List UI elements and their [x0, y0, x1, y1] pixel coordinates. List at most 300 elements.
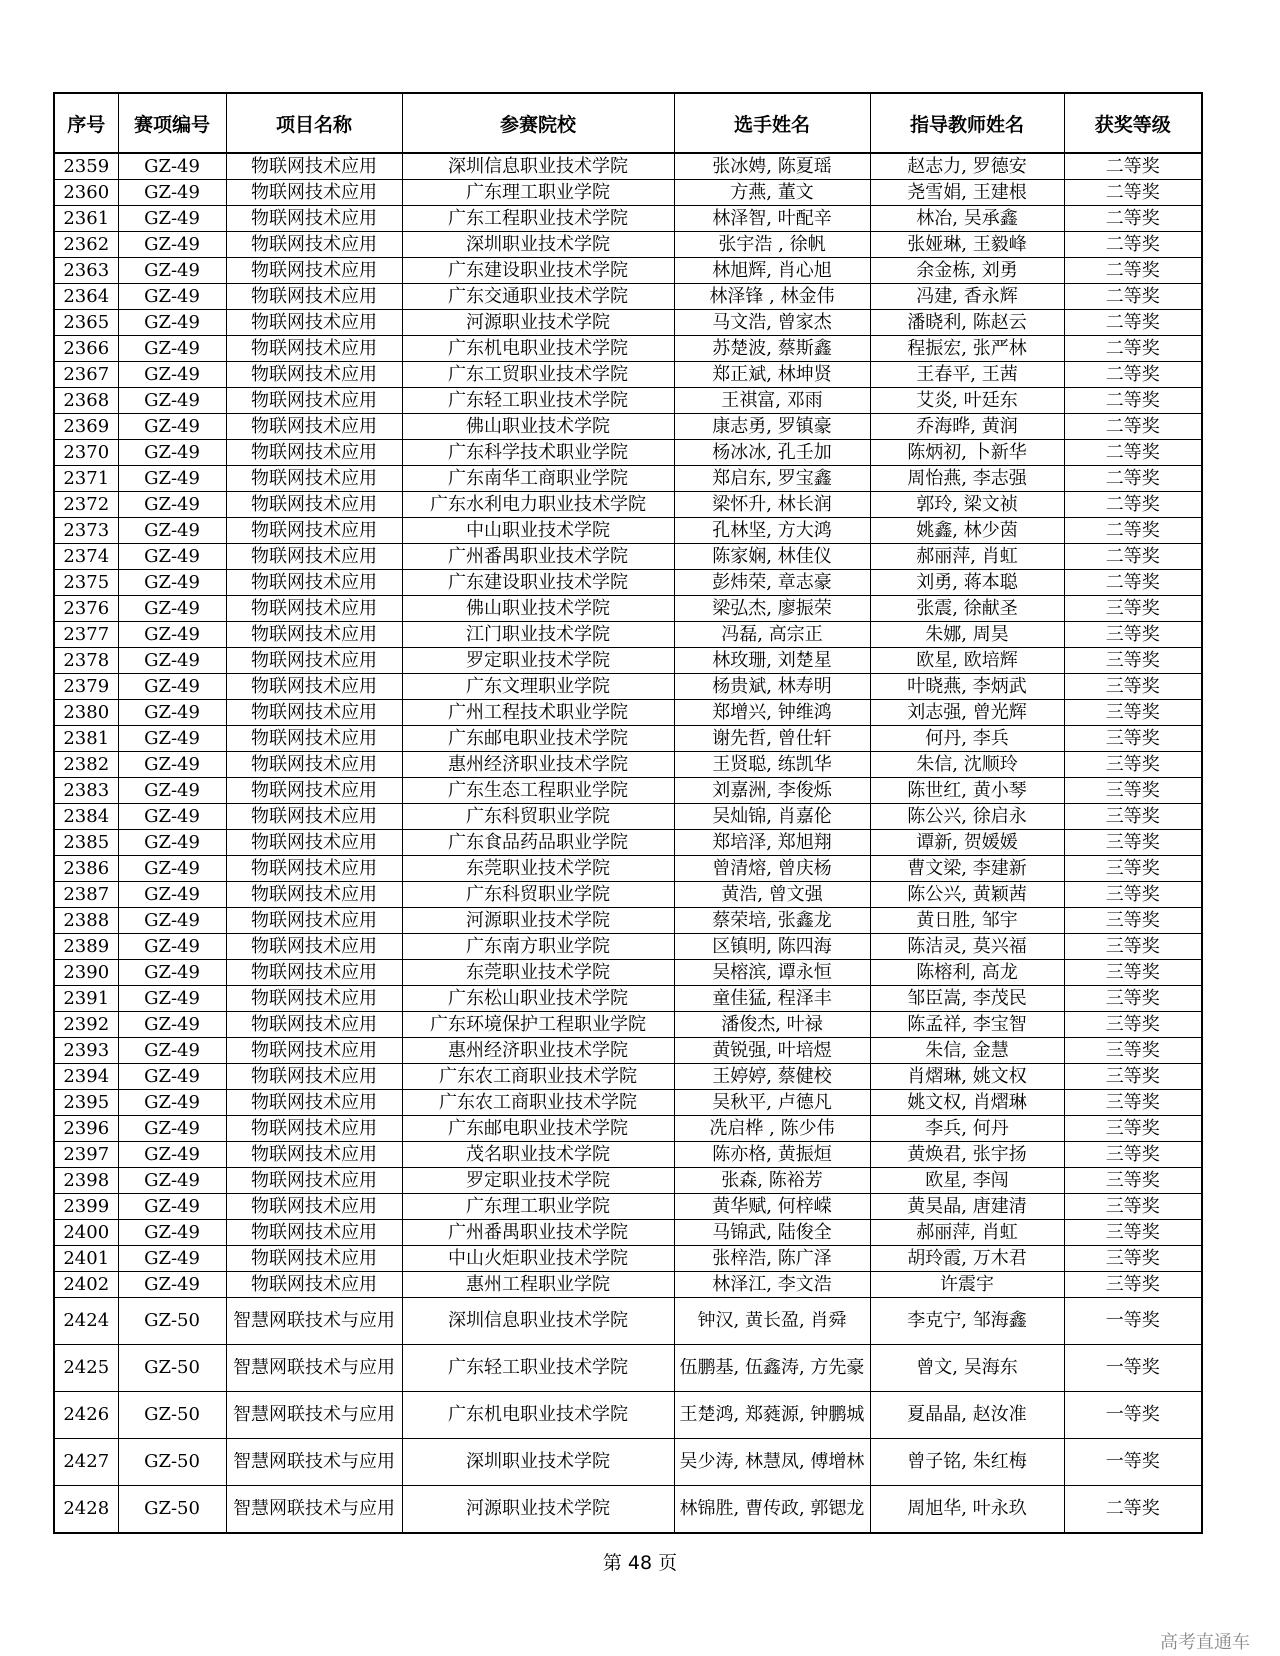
cell-award-level: 三等奖 [1064, 830, 1202, 856]
cell-teacher-names: 余金栋, 刘勇 [870, 258, 1064, 284]
cell-event-code: GZ-49 [118, 388, 226, 414]
cell-index: 2379 [54, 674, 118, 700]
cell-player-names: 区镇明, 陈四海 [674, 934, 870, 960]
cell-teacher-names: 李兵, 何丹 [870, 1116, 1064, 1142]
cell-event-code: GZ-49 [118, 570, 226, 596]
cell-award-level: 二等奖 [1064, 414, 1202, 440]
cell-school: 广东文理职业学院 [402, 674, 674, 700]
cell-school: 广东邮电职业技术学院 [402, 1116, 674, 1142]
table-row [54, 778, 1202, 804]
cell-award-level: 二等奖 [1064, 258, 1202, 284]
cell-project-name: 物联网技术应用 [226, 1194, 402, 1220]
cell-project-name: 物联网技术应用 [226, 908, 402, 934]
table-row [54, 1345, 1202, 1392]
cell-school: 广东南方职业学院 [402, 934, 674, 960]
table-row [54, 1298, 1202, 1345]
cell-index: 2363 [54, 258, 118, 284]
cell-player-names [674, 1298, 870, 1345]
cell-project-name: 物联网技术应用 [226, 570, 402, 596]
cell-school: 广东生态工程职业学院 [402, 778, 674, 804]
table-row [54, 882, 1202, 908]
cell-index: 2387 [54, 882, 118, 908]
cell-index: 2401 [54, 1246, 118, 1272]
table-row [54, 596, 1202, 622]
cell-award-level: 三等奖 [1064, 856, 1202, 882]
cell-event-code: GZ-49 [118, 1012, 226, 1038]
cell-project-name: 物联网技术应用 [226, 882, 402, 908]
table-row [54, 1038, 1202, 1064]
cell-teacher-names: 赵志力, 罗德安 [870, 153, 1064, 180]
cell-teacher-names: 郭玲, 梁文祯 [870, 492, 1064, 518]
table-row [54, 1194, 1202, 1220]
cell-school: 广东农工商职业技术学院 [402, 1090, 674, 1116]
cell-award-level: 三等奖 [1064, 1168, 1202, 1194]
cell-project-name: 物联网技术应用 [226, 986, 402, 1012]
table-row [54, 206, 1202, 232]
cell-event-code: GZ-50 [118, 1486, 226, 1534]
cell-award-level: 三等奖 [1064, 986, 1202, 1012]
cell-teacher-names: 刘志强, 曾光辉 [870, 700, 1064, 726]
cell-school: 广东食品药品职业学院 [402, 830, 674, 856]
cell-event-code: GZ-49 [118, 362, 226, 388]
cell-school: 广东轻工职业技术学院 [402, 388, 674, 414]
header-event-code: 赛项编号 [118, 93, 226, 153]
cell-event-code: GZ-49 [118, 674, 226, 700]
cell-award-level: 二等奖 [1064, 440, 1202, 466]
cell-teacher-names: 陈炳初, 卜新华 [870, 440, 1064, 466]
cell-award-level: 二等奖 [1064, 1486, 1202, 1534]
cell-project-name [226, 1486, 402, 1534]
cell-teacher-names: 冯建, 香永辉 [870, 284, 1064, 310]
cell-award-level: 三等奖 [1064, 934, 1202, 960]
cell-school: 广东松山职业技术学院 [402, 986, 674, 1012]
cell-player-names: 林泽智, 叶配辛 [674, 206, 870, 232]
cell-index: 2391 [54, 986, 118, 1012]
cell-player-names: 冯磊, 高宗正 [674, 622, 870, 648]
cell-teacher-names: 陈洁灵, 莫兴福 [870, 934, 1064, 960]
cell-award-level: 二等奖 [1064, 232, 1202, 258]
cell-teacher-names: 欧星, 李闯 [870, 1168, 1064, 1194]
cell-player-names [674, 1392, 870, 1439]
cell-index: 2378 [54, 648, 118, 674]
cell-school: 罗定职业技术学院 [402, 648, 674, 674]
cell-player-names: 郑培泽, 郑旭翔 [674, 830, 870, 856]
cell-school: 中山火炬职业技术学院 [402, 1246, 674, 1272]
cell-teacher-names: 郝丽萍, 肖虹 [870, 544, 1064, 570]
cell-index: 2397 [54, 1142, 118, 1168]
cell-teacher-names: 刘勇, 蒋本聪 [870, 570, 1064, 596]
cell-award-level: 三等奖 [1064, 960, 1202, 986]
cell-school: 广东工贸职业技术学院 [402, 362, 674, 388]
cell-player-names-text: 林锦胜, 曹传政, 郭锶龙 [679, 1499, 865, 1519]
cell-event-code: GZ-50 [118, 1298, 226, 1345]
table-row [54, 1220, 1202, 1246]
cell-event-code: GZ-49 [118, 908, 226, 934]
cell-teacher-names: 尧雪娟, 王建根 [870, 180, 1064, 206]
table-row [54, 648, 1202, 674]
cell-project-name-text: 智慧网联技术与应用 [233, 1452, 395, 1472]
cell-award-level: 二等奖 [1064, 466, 1202, 492]
cell-index: 2370 [54, 440, 118, 466]
cell-event-code: GZ-49 [118, 622, 226, 648]
cell-event-code: GZ-49 [118, 440, 226, 466]
cell-award-level: 二等奖 [1064, 206, 1202, 232]
table-row [54, 986, 1202, 1012]
cell-event-code: GZ-50 [118, 1392, 226, 1439]
cell-award-level: 一等奖 [1064, 1439, 1202, 1486]
cell-project-name: 物联网技术应用 [226, 856, 402, 882]
cell-project-name-text: 智慧网联技术与应用 [233, 1499, 395, 1519]
watermark-logo: 高考直通车 [1160, 1632, 1250, 1653]
cell-award-level: 三等奖 [1064, 700, 1202, 726]
cell-player-names: 潘俊杰, 叶禄 [674, 1012, 870, 1038]
cell-award-level: 三等奖 [1064, 1090, 1202, 1116]
cell-teacher-names: 林冶, 吴承鑫 [870, 206, 1064, 232]
cell-award-level: 三等奖 [1064, 596, 1202, 622]
cell-school: 广东农工商职业技术学院 [402, 1064, 674, 1090]
cell-school: 深圳信息职业技术学院 [402, 1298, 674, 1345]
cell-event-code: GZ-49 [118, 310, 226, 336]
table-row [54, 1272, 1202, 1298]
cell-project-name: 物联网技术应用 [226, 1168, 402, 1194]
cell-player-names: 彭炜荣, 章志豪 [674, 570, 870, 596]
cell-school: 广州番禺职业技术学院 [402, 544, 674, 570]
cell-index: 2384 [54, 804, 118, 830]
cell-school: 惠州工程职业学院 [402, 1272, 674, 1298]
cell-player-names: 郑启东, 罗宝鑫 [674, 466, 870, 492]
cell-teacher-names: 周旭华, 叶永玖 [870, 1486, 1064, 1534]
cell-player-names: 苏楚波, 蔡斯鑫 [674, 336, 870, 362]
cell-index: 2389 [54, 934, 118, 960]
table-row [54, 492, 1202, 518]
cell-event-code: GZ-49 [118, 1272, 226, 1298]
cell-project-name: 物联网技术应用 [226, 180, 402, 206]
cell-project-name: 物联网技术应用 [226, 1038, 402, 1064]
cell-index: 2364 [54, 284, 118, 310]
cell-teacher-names: 艾炎, 叶廷东 [870, 388, 1064, 414]
cell-event-code: GZ-49 [118, 232, 226, 258]
cell-award-level: 三等奖 [1064, 1012, 1202, 1038]
cell-event-code: GZ-49 [118, 726, 226, 752]
cell-player-names: 郑增兴, 钟维鸿 [674, 700, 870, 726]
cell-index: 2385 [54, 830, 118, 856]
cell-event-code: GZ-50 [118, 1345, 226, 1392]
cell-school: 东莞职业技术学院 [402, 960, 674, 986]
cell-player-names-text: 王楚鸿, 郑蕤源, 钟鹏城 [679, 1405, 865, 1425]
cell-award-level: 三等奖 [1064, 1194, 1202, 1220]
cell-school: 广州番禺职业技术学院 [402, 1220, 674, 1246]
cell-award-level: 三等奖 [1064, 1142, 1202, 1168]
cell-project-name-text: 智慧网联技术与应用 [233, 1405, 395, 1425]
cell-award-level: 三等奖 [1064, 1064, 1202, 1090]
header-award-level: 获奖等级 [1064, 93, 1202, 153]
table-body [54, 153, 1202, 1533]
header-player-names: 选手姓名 [674, 93, 870, 153]
cell-event-code: GZ-49 [118, 596, 226, 622]
cell-project-name: 物联网技术应用 [226, 414, 402, 440]
cell-award-level: 三等奖 [1064, 648, 1202, 674]
cell-event-code: GZ-49 [118, 1220, 226, 1246]
cell-index: 2398 [54, 1168, 118, 1194]
cell-school: 广东邮电职业技术学院 [402, 726, 674, 752]
cell-project-name: 物联网技术应用 [226, 1116, 402, 1142]
table-row [54, 518, 1202, 544]
cell-player-names: 杨贵斌, 林寿明 [674, 674, 870, 700]
cell-project-name: 物联网技术应用 [226, 310, 402, 336]
cell-player-names: 曾清熔, 曾庆杨 [674, 856, 870, 882]
cell-index: 2371 [54, 466, 118, 492]
cell-teacher-names: 李克宁, 邹海鑫 [870, 1298, 1064, 1345]
cell-teacher-names: 王春平, 王茜 [870, 362, 1064, 388]
cell-school: 广东环境保护工程职业学院 [402, 1012, 674, 1038]
cell-teacher-names: 欧星, 欧培辉 [870, 648, 1064, 674]
cell-school: 中山职业技术学院 [402, 518, 674, 544]
cell-project-name: 物联网技术应用 [226, 596, 402, 622]
cell-teacher-names: 姚文权, 肖熠琳 [870, 1090, 1064, 1116]
cell-project-name: 物联网技术应用 [226, 1272, 402, 1298]
cell-project-name: 物联网技术应用 [226, 804, 402, 830]
cell-teacher-names: 陈孟祥, 李宝智 [870, 1012, 1064, 1038]
table-header-row [54, 93, 1202, 153]
table-row [54, 856, 1202, 882]
cell-project-name: 物联网技术应用 [226, 1142, 402, 1168]
cell-project-name: 物联网技术应用 [226, 1090, 402, 1116]
cell-project-name: 物联网技术应用 [226, 206, 402, 232]
cell-index: 2372 [54, 492, 118, 518]
cell-player-names: 刘嘉洲, 李俊烁 [674, 778, 870, 804]
cell-event-code: GZ-49 [118, 700, 226, 726]
cell-player-names: 王婷婷, 蔡健校 [674, 1064, 870, 1090]
cell-index: 2381 [54, 726, 118, 752]
cell-award-level: 二等奖 [1064, 570, 1202, 596]
table-row [54, 180, 1202, 206]
cell-event-code: GZ-49 [118, 180, 226, 206]
cell-index: 2402 [54, 1272, 118, 1298]
table-row [54, 362, 1202, 388]
table-row [54, 1439, 1202, 1486]
cell-player-names: 吴灿锦, 肖嘉伦 [674, 804, 870, 830]
table-row [54, 752, 1202, 778]
cell-project-name: 物联网技术应用 [226, 674, 402, 700]
cell-project-name: 物联网技术应用 [226, 518, 402, 544]
cell-index: 2367 [54, 362, 118, 388]
cell-teacher-names: 朱信, 金慧 [870, 1038, 1064, 1064]
cell-project-name: 物联网技术应用 [226, 232, 402, 258]
cell-event-code: GZ-49 [118, 284, 226, 310]
cell-player-names [674, 1486, 870, 1534]
cell-index: 2400 [54, 1220, 118, 1246]
cell-teacher-names: 肖熠琳, 姚文权 [870, 1064, 1064, 1090]
cell-award-level: 三等奖 [1064, 804, 1202, 830]
table-row [54, 440, 1202, 466]
cell-player-names: 杨冰冰, 孔壬加 [674, 440, 870, 466]
cell-event-code: GZ-49 [118, 336, 226, 362]
cell-player-names: 冼启桦 , 陈少伟 [674, 1116, 870, 1142]
cell-index: 2375 [54, 570, 118, 596]
cell-player-names: 陈家娴, 林佳仪 [674, 544, 870, 570]
table-row [54, 466, 1202, 492]
cell-award-level: 三等奖 [1064, 726, 1202, 752]
cell-project-name: 物联网技术应用 [226, 153, 402, 180]
cell-event-code: GZ-49 [118, 648, 226, 674]
cell-player-names: 康志勇, 罗镇豪 [674, 414, 870, 440]
cell-player-names: 吴秋平, 卢德凡 [674, 1090, 870, 1116]
cell-event-code: GZ-49 [118, 518, 226, 544]
cell-award-level: 二等奖 [1064, 492, 1202, 518]
cell-event-code: GZ-49 [118, 882, 226, 908]
cell-teacher-names: 程振宏, 张严林 [870, 336, 1064, 362]
cell-player-names [674, 1439, 870, 1486]
cell-school: 广东科贸职业学院 [402, 804, 674, 830]
table-row [54, 570, 1202, 596]
cell-teacher-names: 姚鑫, 林少茵 [870, 518, 1064, 544]
cell-player-names: 王祺富, 邓雨 [674, 388, 870, 414]
cell-event-code: GZ-49 [118, 830, 226, 856]
table-row [54, 726, 1202, 752]
cell-award-level: 一等奖 [1064, 1392, 1202, 1439]
cell-teacher-names: 曹文梁, 李建新 [870, 856, 1064, 882]
cell-player-names: 马文浩, 曾家杰 [674, 310, 870, 336]
cell-school: 江门职业技术学院 [402, 622, 674, 648]
cell-teacher-names: 谭新, 贺媛媛 [870, 830, 1064, 856]
cell-award-level: 二等奖 [1064, 284, 1202, 310]
cell-teacher-names: 陈世红, 黄小琴 [870, 778, 1064, 804]
cell-award-level: 二等奖 [1064, 336, 1202, 362]
cell-event-code: GZ-49 [118, 206, 226, 232]
cell-school: 广东科学技术职业学院 [402, 440, 674, 466]
cell-school: 惠州经济职业技术学院 [402, 752, 674, 778]
cell-project-name [226, 1298, 402, 1345]
cell-school: 东莞职业技术学院 [402, 856, 674, 882]
cell-school: 河源职业技术学院 [402, 310, 674, 336]
cell-teacher-names: 陈榕利, 高龙 [870, 960, 1064, 986]
cell-event-code: GZ-49 [118, 960, 226, 986]
cell-event-code: GZ-49 [118, 544, 226, 570]
cell-school: 广东轻工职业技术学院 [402, 1345, 674, 1392]
cell-project-name: 物联网技术应用 [226, 362, 402, 388]
header-school: 参赛院校 [402, 93, 674, 153]
table-row [54, 258, 1202, 284]
cell-event-code: GZ-49 [118, 1064, 226, 1090]
cell-school: 广东理工职业学院 [402, 1194, 674, 1220]
cell-school: 广东机电职业技术学院 [402, 1392, 674, 1439]
cell-project-name: 物联网技术应用 [226, 726, 402, 752]
table-row [54, 414, 1202, 440]
cell-teacher-names: 朱娜, 周昊 [870, 622, 1064, 648]
cell-award-level: 三等奖 [1064, 622, 1202, 648]
cell-award-level: 三等奖 [1064, 752, 1202, 778]
cell-event-code: GZ-49 [118, 804, 226, 830]
cell-teacher-names: 朱信, 沈顺玲 [870, 752, 1064, 778]
table-row [54, 1064, 1202, 1090]
cell-index: 2366 [54, 336, 118, 362]
cell-index: 2394 [54, 1064, 118, 1090]
cell-project-name: 物联网技术应用 [226, 1246, 402, 1272]
cell-project-name: 物联网技术应用 [226, 336, 402, 362]
cell-player-names: 黄华赋, 何梓嵘 [674, 1194, 870, 1220]
cell-index: 2395 [54, 1090, 118, 1116]
cell-event-code: GZ-49 [118, 1246, 226, 1272]
cell-teacher-names: 郝丽萍, 肖虹 [870, 1220, 1064, 1246]
cell-player-names: 张森, 陈裕芳 [674, 1168, 870, 1194]
cell-project-name: 物联网技术应用 [226, 934, 402, 960]
table-row [54, 1090, 1202, 1116]
award-table [53, 92, 1203, 1534]
cell-school: 广东交通职业技术学院 [402, 284, 674, 310]
table-row [54, 700, 1202, 726]
cell-player-names: 方燕, 董文 [674, 180, 870, 206]
cell-index: 2392 [54, 1012, 118, 1038]
cell-index: 2390 [54, 960, 118, 986]
cell-index: 2362 [54, 232, 118, 258]
cell-player-names: 陈亦格, 黄振烜 [674, 1142, 870, 1168]
cell-player-names: 张梓浩, 陈广泽 [674, 1246, 870, 1272]
cell-school: 广东建设职业技术学院 [402, 258, 674, 284]
cell-award-level: 三等奖 [1064, 1038, 1202, 1064]
page-number: 第 48 页 [602, 1552, 678, 1574]
cell-player-names: 梁弘杰, 廖振荣 [674, 596, 870, 622]
cell-index: 2427 [54, 1439, 118, 1486]
cell-teacher-names: 胡玲霞, 万木君 [870, 1246, 1064, 1272]
cell-player-names: 童佳猛, 程泽丰 [674, 986, 870, 1012]
cell-player-names: 张冰娉, 陈夏瑶 [674, 153, 870, 180]
cell-school: 深圳职业技术学院 [402, 232, 674, 258]
table-row [54, 1392, 1202, 1439]
cell-award-level: 三等奖 [1064, 1272, 1202, 1298]
cell-project-name: 物联网技术应用 [226, 700, 402, 726]
cell-index: 2380 [54, 700, 118, 726]
cell-player-names: 梁怀升, 林长润 [674, 492, 870, 518]
header-index: 序号 [54, 93, 118, 153]
cell-player-names: 林泽江, 李文浩 [674, 1272, 870, 1298]
table-row [54, 960, 1202, 986]
cell-award-level: 二等奖 [1064, 153, 1202, 180]
cell-project-name: 物联网技术应用 [226, 1220, 402, 1246]
cell-project-name: 物联网技术应用 [226, 1012, 402, 1038]
cell-event-code: GZ-49 [118, 1194, 226, 1220]
cell-player-names: 张宇浩 , 徐帆 [674, 232, 870, 258]
cell-project-name [226, 1439, 402, 1486]
cell-project-name: 物联网技术应用 [226, 778, 402, 804]
cell-award-level: 三等奖 [1064, 778, 1202, 804]
cell-award-level: 三等奖 [1064, 1116, 1202, 1142]
cell-school: 广东机电职业技术学院 [402, 336, 674, 362]
cell-project-name: 物联网技术应用 [226, 258, 402, 284]
table-row [54, 1116, 1202, 1142]
cell-award-level: 一等奖 [1064, 1298, 1202, 1345]
cell-teacher-names: 陈公兴, 徐启永 [870, 804, 1064, 830]
cell-teacher-names: 何丹, 李兵 [870, 726, 1064, 752]
cell-school: 佛山职业技术学院 [402, 596, 674, 622]
cell-teacher-names: 张震, 徐献圣 [870, 596, 1064, 622]
cell-index: 2377 [54, 622, 118, 648]
cell-teacher-names: 黄昊晶, 唐建清 [870, 1194, 1064, 1220]
cell-project-name [226, 1345, 402, 1392]
cell-project-name-text: 智慧网联技术与应用 [233, 1358, 395, 1378]
cell-player-names: 林旭辉, 肖心旭 [674, 258, 870, 284]
cell-award-level: 二等奖 [1064, 180, 1202, 206]
cell-school: 罗定职业技术学院 [402, 1168, 674, 1194]
cell-teacher-names: 潘晓利, 陈赵云 [870, 310, 1064, 336]
cell-project-name: 物联网技术应用 [226, 492, 402, 518]
cell-player-names-text: 钟汉, 黄长盈, 肖舜 [697, 1311, 847, 1331]
cell-project-name: 物联网技术应用 [226, 544, 402, 570]
cell-event-code: GZ-49 [118, 1116, 226, 1142]
cell-player-names-text: 伍鹏基, 伍鑫涛, 方先豪 [679, 1358, 865, 1378]
cell-award-level: 三等奖 [1064, 674, 1202, 700]
cell-school: 广东建设职业技术学院 [402, 570, 674, 596]
cell-player-names: 孔林坚, 方大鸿 [674, 518, 870, 544]
